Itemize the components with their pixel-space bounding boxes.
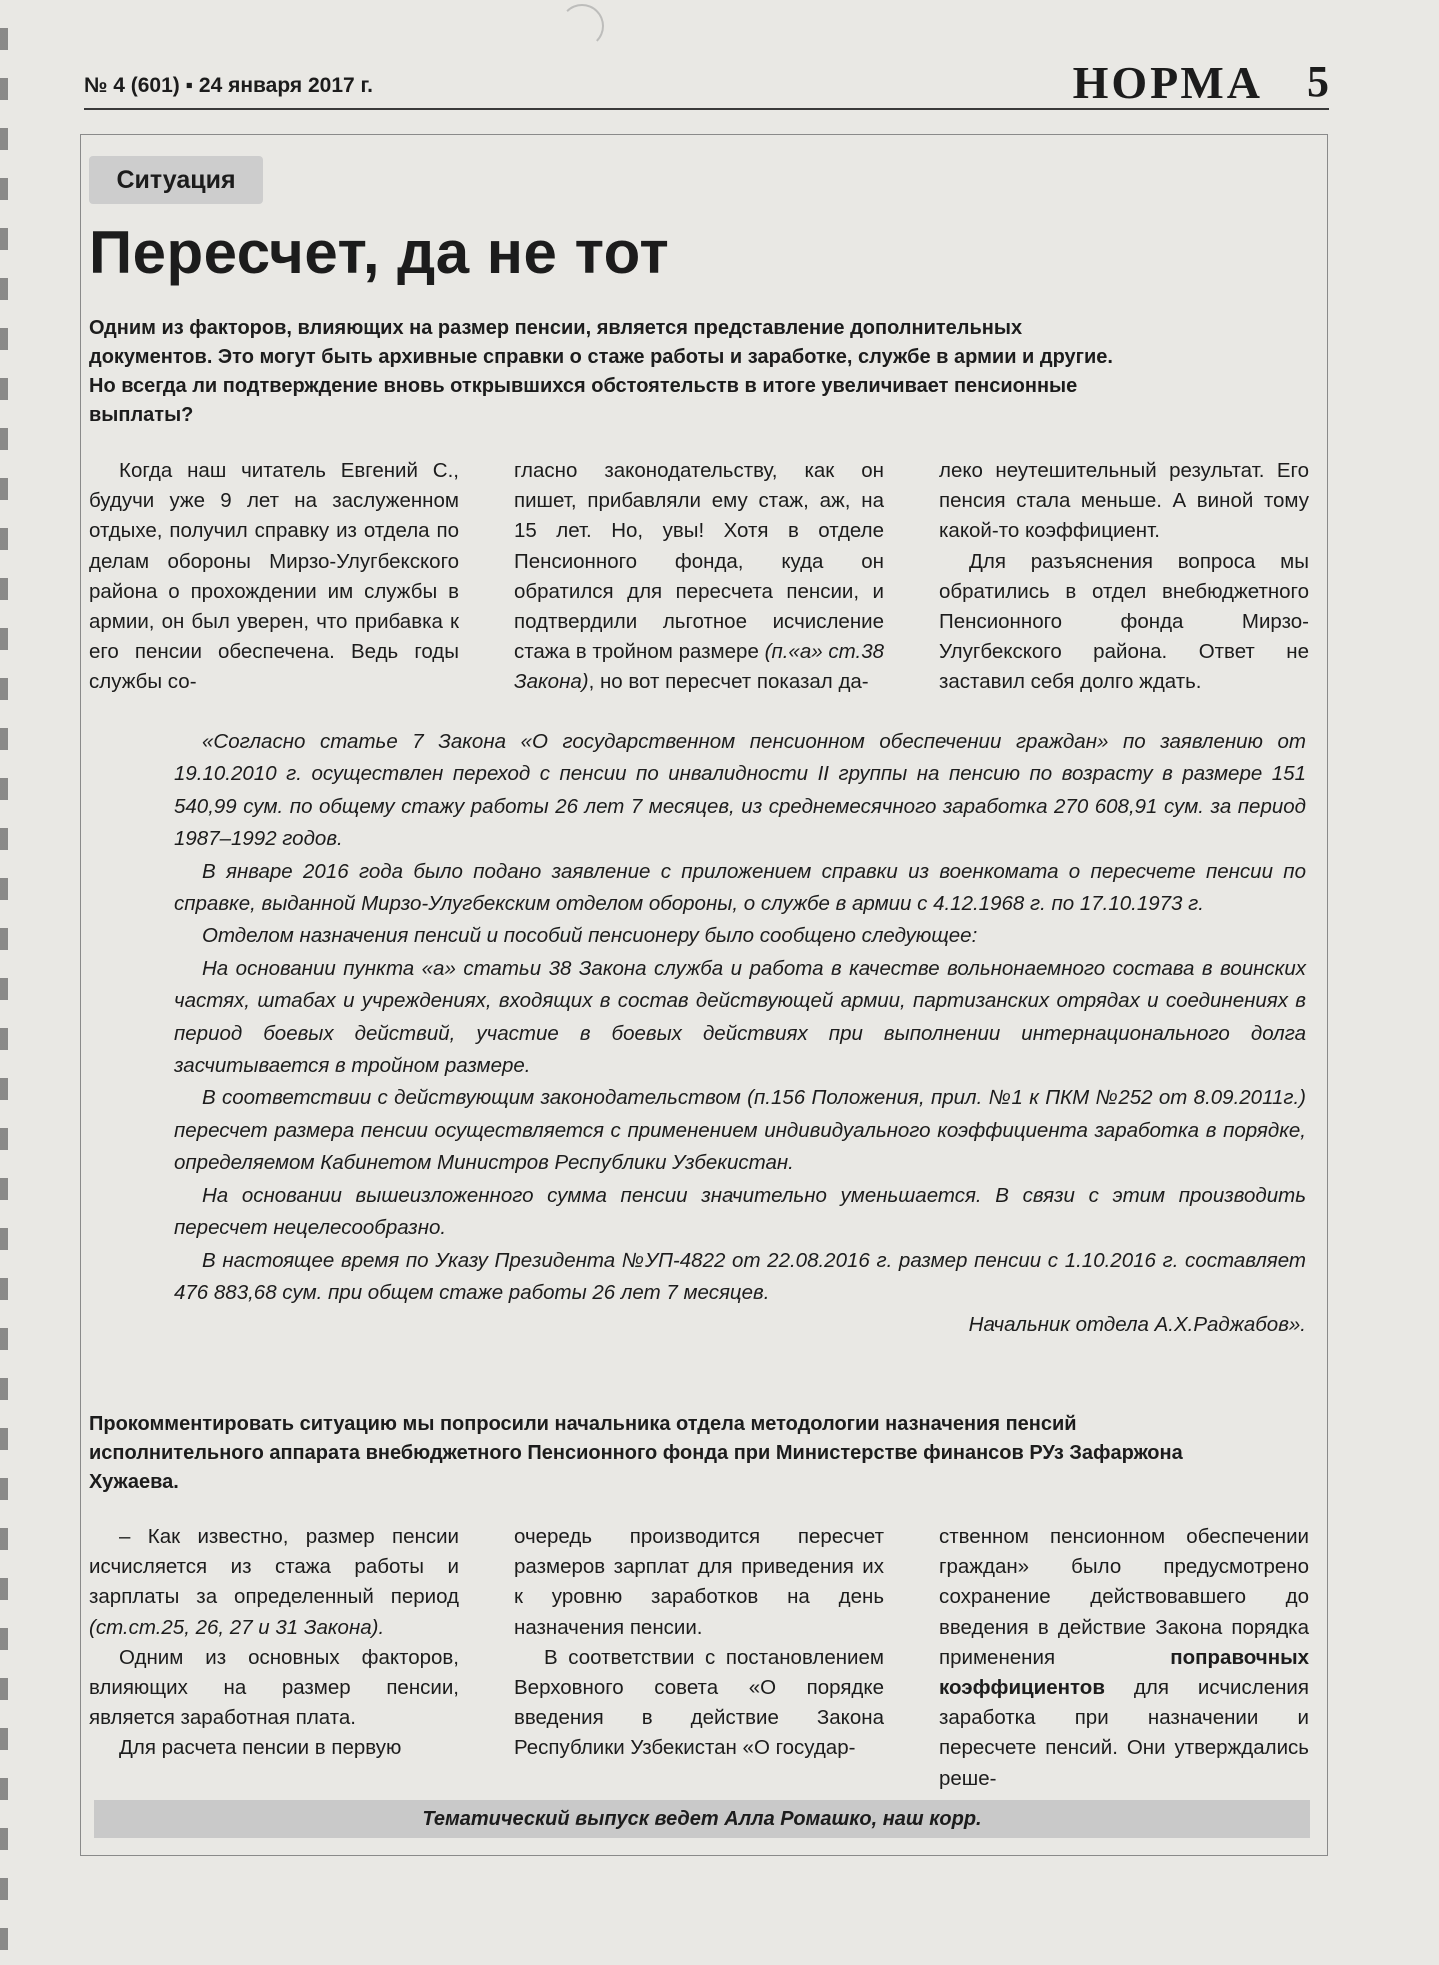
quote-paragraph: В соответствии с действующим законодательством (п.156 Положения, прил. №1 к ПКМ №252 от 8.09.2011г.) пересчет размера пенсии осуществляется с применением индивидуального коэффициента заработка в порядке, определяемом Кабинетом Министров Республики Узбекистан.	[174, 1086, 1306, 1175]
quote-paragraph: В настоящее время по Указу Президента №УП-4822 от 22.08.2016 г. размер пенсии с 1.10.2016 г. составляет 476 883,68 сум. при общем стаже работы 26 лет 7 месяцев.	[174, 1248, 1306, 1304]
quote-paragraph: В январе 2016 года было подано заявление с приложением справки из военкомата о пересчете пенсии по справке, выданной Мирзо-Улугбекским отделом обороны, о службе в армии с 4.12.1968 г. по 17.10.1973 г.	[174, 859, 1306, 916]
intro-column-2	[514, 456, 884, 698]
bold-term: поправочных коэффициентов	[939, 1645, 1309, 1700]
paragraph: ственном пенсионном обеспечении граждан» было предусмотрено сохранение действовавшего до введения в действие Закона порядка применения поправочных коэффициентов для исчисления заработка при назначении и пересчете пенсий. Они утверждались реше-	[939, 1525, 1309, 1790]
intro-column-3	[939, 456, 1309, 698]
paragraph: Для расчета пенсии в первую	[119, 1736, 402, 1760]
paragraph: леко неутешительный результат. Его пенсия стала меньше. А виной тому какой-то коэффициент.	[939, 459, 1309, 543]
comment-columns	[89, 1522, 1309, 1794]
comment-intro: Прокомментировать ситуацию мы попросили начальника отдела методологии назначения пенсий исполнительного аппарата внебюджетного Пенсионного фонда при Министерстве финансов РУз Зафаржона Хужаева.	[89, 1413, 1183, 1493]
comment-column-3	[939, 1522, 1309, 1794]
comment-column-1	[89, 1522, 459, 1794]
rubric-label: Ситуация	[89, 156, 263, 204]
scan-fold-mark	[560, 4, 604, 48]
intro-columns	[89, 456, 1309, 698]
binding-margin-marks	[0, 0, 8, 1965]
quote-paragraph: На основании пункта «а» статьи 38 Закона служба и работа в качестве вольнонаемного состава в воинских частях, штабах и учреждениях, входящих в состав действующей армии, партизанских отрядах и соединениях в период боевых действий, участие в боевых действиях при выполнении интернационального долга засчитывается в тройном размере.	[174, 956, 1306, 1078]
paragraph: гласно законодательству, как он пишет, прибавляли ему стаж, аж, на 15 лет. Но, увы! Хотя в отделе Пенсионного фонда, куда он обратился для пересчета пенсии, и подтвердили льготное исчисление стажа в тройном размере (п.«а» ст.38 Закона), но вот пересчет показал да-	[514, 459, 884, 694]
intro-column-1	[89, 456, 459, 698]
footer-credit: Тематический выпуск ведет Алла Ромашко, наш корр.	[94, 1800, 1310, 1838]
paragraph: Для разъяснения вопроса мы обратились в отдел внебюджетного Пенсионного фонда Мирзо-Улугбекского района. Ответ не заставил себя долго ждать.	[939, 549, 1309, 694]
paragraph: Когда наш читатель Евгений С., будучи уже 9 лет на заслуженном отдыхе, получил справку из отдела по делам обороны Мирзо-Улугбекского района о прохождении им службы в армии, он был уверен, что прибавка к его пенсии обеспечена. Ведь годы службы со-	[89, 459, 459, 694]
quote-signature: Начальник отдела А.Х.Раджабов».	[968, 1313, 1306, 1337]
quote-paragraph: На основании вышеизложенного сумма пенсии значительно уменьшается. В связи с этим производить пересчет нецелесообразно.	[174, 1183, 1306, 1240]
quote-paragraph: «Согласно статье 7 Закона «О государственном пенсионном обеспечении граждан» по заявлению от 19.10.2010 г. осуществлен переход с пенсии по инвалидности II группы на пенсию по возрасту в размере 151 540,99 сум. по общему стажу работы 26 лет 7 месяцев, из среднемесячного заработка 270 608,91 сум. за период 1987–1992 годов.	[174, 730, 1306, 851]
law-reference: (ст.ст.25, 26, 27 и 31 Закона).	[89, 1615, 385, 1639]
quote-paragraph: Отделом назначения пенсий и пособий пенсионеру было сообщено следующее:	[202, 924, 978, 948]
official-response-quote	[174, 726, 1306, 1342]
paragraph: Одним из основных факторов, влияющих на размер пенсии, является заработная плата.	[89, 1645, 459, 1730]
law-reference: (п.«а» ст.38 Закона)	[514, 640, 884, 694]
paragraph: – Как известно, размер пенсии исчисляется из стажа работы и зарплаты за определенный период (ст.ст.25, 26, 27 и 31 Закона).	[89, 1525, 459, 1639]
comment-column-2	[514, 1522, 884, 1794]
issue-info: № 4 (601) ▪ 24 января 2017 г.	[84, 74, 374, 97]
page-number: 5	[1307, 57, 1329, 106]
article-title: Пересчет, да не тот	[89, 219, 670, 286]
paragraph: очередь производится пересчет размеров зарплат для приведения их к уровню заработков на день назначения пенсии.	[514, 1525, 884, 1639]
page-header	[84, 52, 1329, 110]
newspaper-name: НОРМА	[1072, 57, 1263, 108]
article-lead: Одним из факторов, влияющих на размер пенсии, является представление дополнительных документов. Это могут быть архивные справки о стаже работы и заработке, службе в армии и другие. Но всегда ли подтверждение вновь открывшихся обстоятельств в итоге увеличивает пенсионные выплаты?	[89, 317, 1113, 426]
paragraph: В соответствии с постановлением Верховного совета «О порядке введения в действие Закона Республики Узбекистан «О государ-	[514, 1645, 884, 1760]
